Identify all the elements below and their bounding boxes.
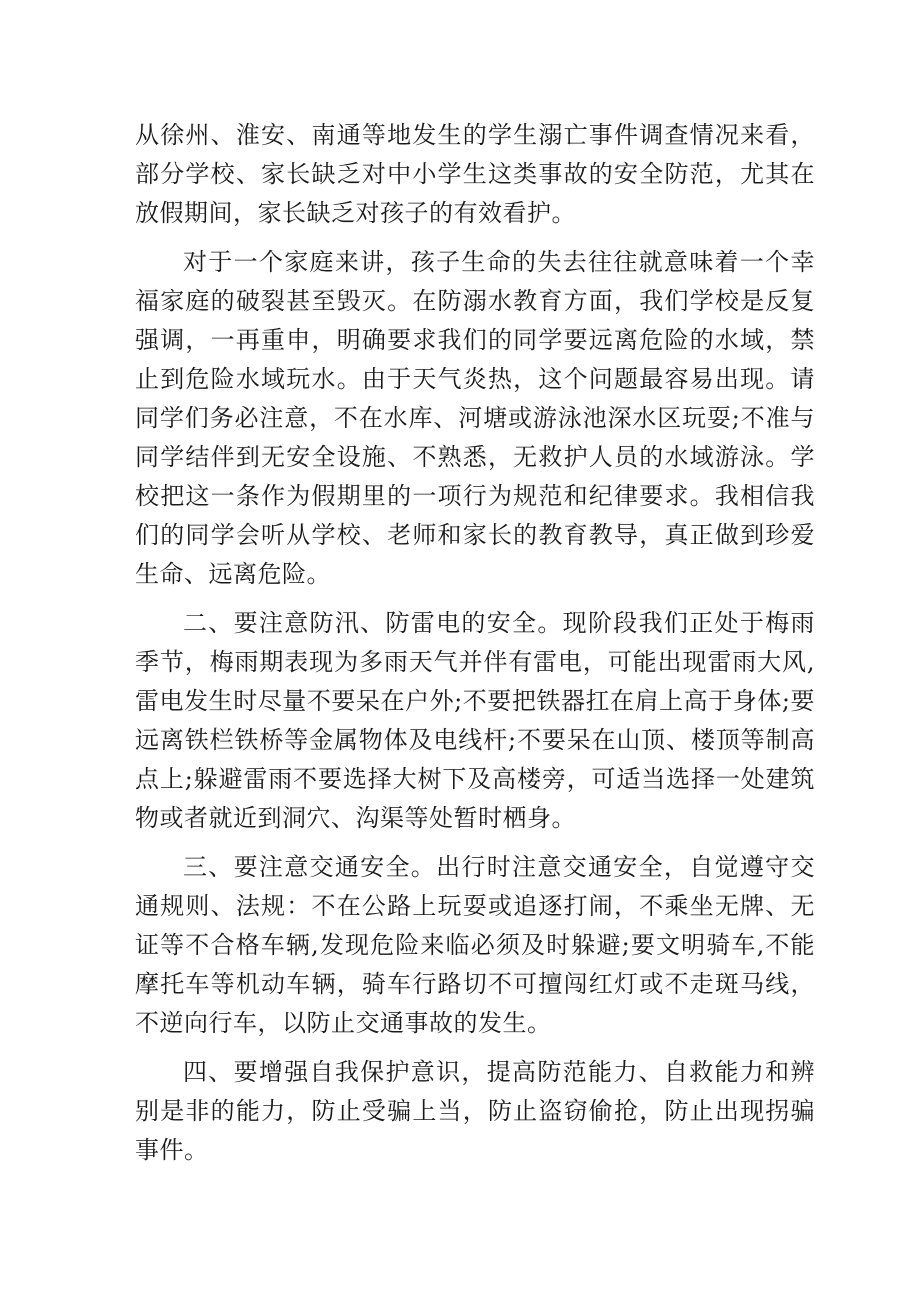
paragraph-self-protection: 四、要增强自我保护意识，提高防范能力、自救能力和辨别是非的能力，防止受骗上当，防止盗窃偷抢，防止出现拐骗事件。 [135,1058,815,1164]
paragraph-continuation: 从徐州、淮安、南通等地发生的学生溺亡事件调查情况来看，部分学校、家长缺乏对中小学生这类事故的安全防范，尤其在放假期间，家长缺乏对孩子的有效看护。 [135,121,815,227]
paragraph-traffic-safety: 三、要注意交通安全。出行时注意交通安全，自觉遵守交通规则、法规：不在公路上玩耍或追逐打闹，不乘坐无牌、无证等不合格车辆,发现危险来临必须及时躲避;要文明骑车,不能摩托车等机动车辆，骑车行路切不可擅闯红灯或不走斑马线，不逆向行车，以防止交通事故的发生。 [135,853,815,1037]
paragraph-flood-lightning-safety: 二、要注意防汛、防雷电的安全。现阶段我们正处于梅雨季节，梅雨期表现为多雨天气并伴有雷电，可能出现雷雨大风,雷电发生时尽量不要呆在户外;不要把铁器扛在肩上高于身体;要远离铁栏铁桥等金属物体及电线杆;不要呆在山顶、楼顶等制高点上;躲避雷雨不要选择大树下及高楼旁，可适当选择一处建筑物或者就近到洞穴、沟渠等处暂时栖身。 [135,609,815,832]
paragraph-family-safety: 对于一个家庭来讲，孩子生命的失去往往就意味着一个幸福家庭的破裂甚至毁灭。在防溺水教育方面，我们学校是反复强调，一再重申，明确要求我们的同学要远离危险的水域，禁止到危险水域玩水。由于天气炎热，这个问题最容易出现。请同学们务必注意，不在水库、河塘或游泳池深水区玩耍;不准与同学结伴到无安全设施、不熟悉，无救护人员的水域游泳。学校把这一条作为假期里的一项行为规范和纪律要求。我相信我们的同学会听从学校、老师和家长的教育教导，真正做到珍爱生命、远离危险。 [135,248,815,588]
document-body [135,116,815,1180]
